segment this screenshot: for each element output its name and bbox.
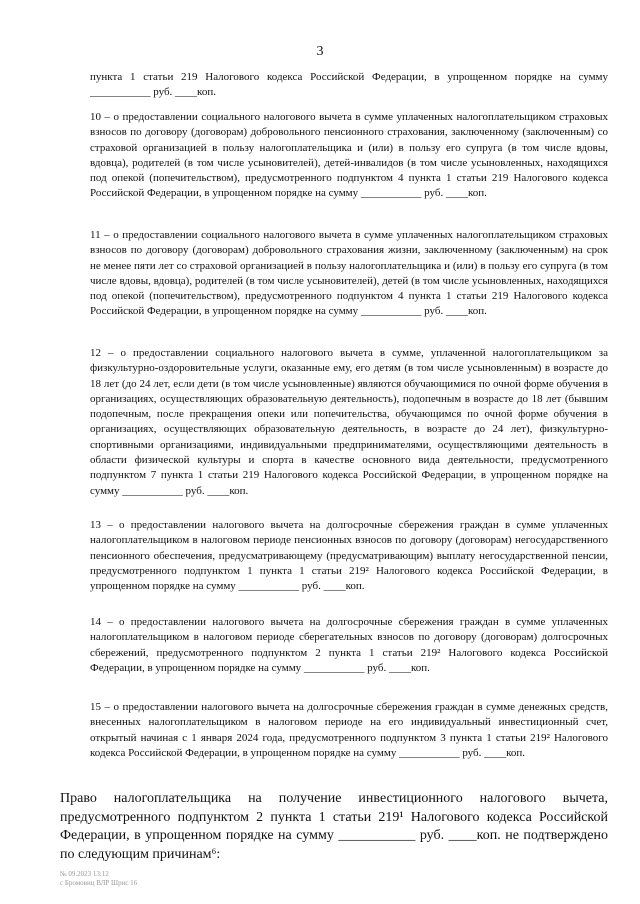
paragraph-item-14: 14 – о предоставлении налогового вычета на долгосрочные сбережения граждан в сумме уплаченных налогоплательщиком в налоговом периоде сберегательных взносов по договору (договорам) долгосрочных сбережений, предусмотренного подпунктом 2 пункта 1 статьи 219² Налогового кодекса Российской Федерации, в упрощенном порядке на сумму ___________ руб. ____коп. — [90, 616, 608, 674]
paragraph-item-11: 11 – о предоставлении социального налогового вычета в сумме уплаченных налогоплательщиком страховых взносов по договору (договорам) добровольного страхования жизни, заключенному (заключенным) на срок не менее пяти лет со страховой организацией в пользу налогоплательщика и (или) в пользу его супруга (в том числе вдовы, вдовца), родителей (в том числе усыновителей), детей (в том числе усыновленных, находящихся под опекой (попечительством), предусмотренного подпунктом 4 пункта 1 статьи 219 Налогового кодекса Российской Федерации, в упрощенном порядке на сумму ___________ руб. ____коп. — [90, 229, 608, 318]
footer-line-1: № 09.2023 13:12 — [60, 870, 109, 878]
footer-line-2: с Бромовиц ВЛР Шрис 16 — [60, 879, 138, 887]
paragraph-continuation: пункта 1 статьи 219 Налогового кодекса Российской Федерации, в упрощенном порядке на сумму ___________ руб. ____коп. — [90, 71, 608, 99]
paragraph-item-12: 12 – о предоставлении социального налогового вычета в сумме, уплаченной налогоплательщиком за физкультурно-оздоровительные услуги, оказанные ему, его детям (в том числе усыновленным) в возрасте до 18 лет (до 24 лет, если дети (в том числе усыновленные) являются обучающимися по очной форме обучения в организациях, осуществляющих образовательную деятельность), подопечным в возрасте до 18 лет (бывшим подопечным, после прекращения опеки или попечительства, обучающимся по очной форме обучения в организациях, осуществляющих образовательную деятельность, в возрасте до 24 лет), физкультурно-спортивными организациями, индивидуальными предпринимателями, осуществляющими деятельность в области физической культуры и спорта в качестве основного вида деятельности, предусмотренного подпунктом 7 пункта 1 статьи 219 Налогового кодекса Российской Федерации, в упрощенном порядке на сумму ___________ руб. ____коп. — [90, 347, 608, 497]
final-paragraph: Право налогоплательщика на получение инвестиционного налогового вычета, предусмотренного подпунктом 2 пункта 1 статьи 219¹ Налогового кодекса Российской Федерации, в упрощенном порядке на сумму ___________ руб. ____коп. не подтверждено по следующим причинам⁶: — [60, 791, 608, 862]
page-number: 3 — [316, 44, 324, 59]
paragraph-item-13: 13 – о предоставлении налогового вычета на долгосрочные сбережения граждан в сумме уплаченных налогоплательщиком в налоговом периоде пенсионных взносов по договору (договорам) негосударственного пенсионного обеспечения, предусматривающему (предусматривающим) выплату негосударственной пенсии, предусмотренного подпунктом 1 пункта 1 статьи 219² Налогового кодекса Российской Федерации, в упрощенном порядке на сумму ___________ руб. ____коп. — [90, 519, 608, 593]
paragraph-item-15: 15 – о предоставлении налогового вычета на долгосрочные сбережения граждан в сумме денежных средств, внесенных налогоплательщиком в налоговом периоде на его индивидуальный инвестиционный счет, открытый начиная с 1 января 2024 года, предусмотренного подпунктом 3 пункта 1 статьи 219² Налогового кодекса Российской Федерации, в упрощенном порядке на сумму ___________ руб. ____коп. — [90, 701, 608, 759]
footer-stamp — [60, 870, 137, 888]
paragraph-item-10: 10 – о предоставлении социального налогового вычета в сумме уплаченных налогоплательщиком страховых взносов по договору (договорам) добровольного пенсионного страхования, заключенному (заключенным) со страховой организацией в пользу налогоплательщика и (или) в пользу его супруга (в том числе вдовы, вдовца), родителей (в том числе усыновителей), детей-инвалидов (в том числе усыновленных, находящихся под опекой (попечительством), предусмотренного подпунктом 4 пункта 1 статьи 219 Налогового кодекса Российской Федерации, в упрощенном порядке на сумму ___________ руб. ____коп. — [90, 111, 608, 200]
